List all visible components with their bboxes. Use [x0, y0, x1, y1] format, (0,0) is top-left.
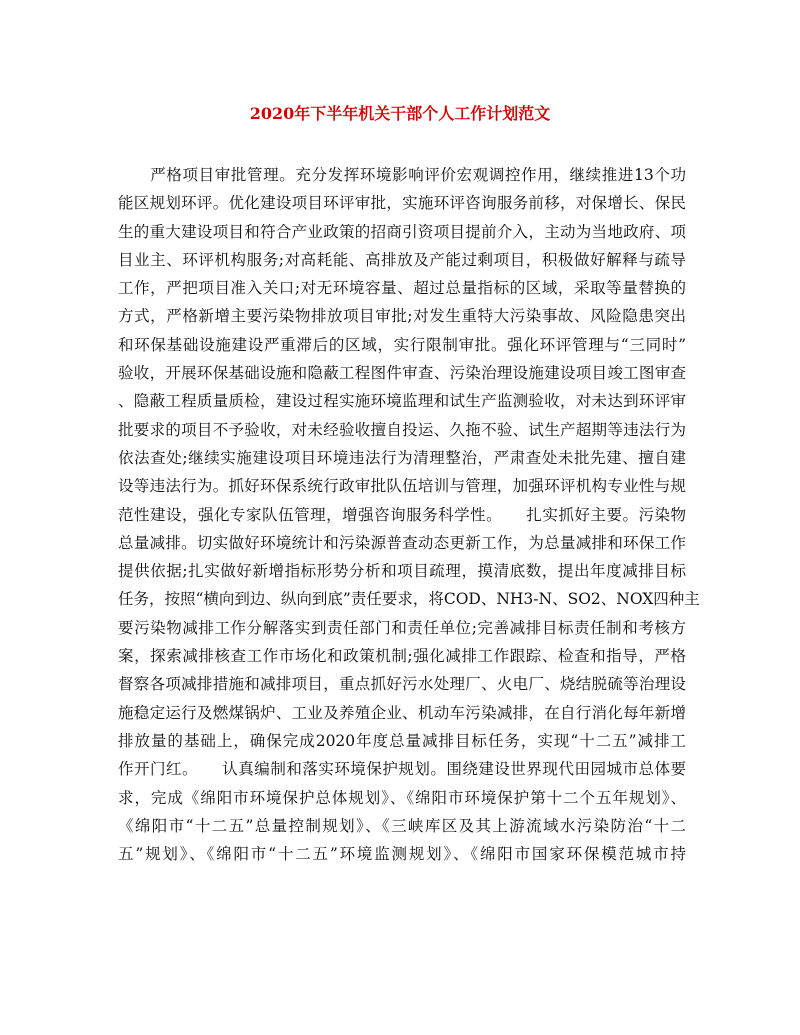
document-body [118, 161, 700, 868]
body-line: 目业主、环评机构服务;对高耗能、高排放及产能过剩项目，积极做好解释与疏导 [118, 250, 686, 269]
body-line: 批要求的项目不予验收，对未经验收擅自投运、久拖不验、试生产超期等违法行为 [118, 420, 686, 439]
body-line: 范性建设，强化专家队伍管理，增强咨询服务科学性。 扎实抓好主要。污染物 [118, 505, 686, 524]
body-line: 方式，严格新增主要污染物排放项目审批;对发生重特大污染事故、风险隐患突出 [118, 307, 686, 326]
body-line: 总量减排。切实做好环境统计和污染源普查动态更新工作，为总量减排和环保工作 [118, 533, 686, 552]
body-line: 提供依据;扎实做好新增指标形势分析和项目疏理，摸清底数，提出年度减排目标 [118, 562, 686, 581]
body-line: 《绵阳市“十二五”总量控制规划》、《三峡库区及其上游流域水污染防治“十二 [118, 816, 686, 835]
body-line: 督察各项减排措施和减排项目，重点抓好污水处理厂、火电厂、烧结脱硫等治理设 [118, 675, 686, 694]
body-line: 任务，按照“横向到边、纵向到底”责任要求，将COD、NH3-N、SO2、NOX四种主 [118, 590, 700, 609]
body-line: 能区规划环评。优化建设项目环评审批，实施环评咨询服务前移，对保增长、保民 [118, 194, 686, 213]
body-line: 施稳定运行及燃煤锅炉、工业及养殖企业、机动车污染减排，在自行消化每年新增 [118, 703, 686, 722]
body-line: 五”规划》、《绵阳市“十二五”环境监测规划》、《绵阳市国家环保模范城市持 [118, 845, 686, 864]
body-line: 严格项目审批管理。充分发挥环境影响评价宏观调控作用，继续推进13个功 [118, 166, 686, 184]
body-line: 验收，开展环保基础设施和隐蔽工程图件审查、污染治理设施建设项目竣工图审查 [118, 364, 686, 383]
body-line: 工作，严把项目准入关口;对无环境容量、超过总量指标的区域，采取等量替换的 [118, 279, 686, 298]
body-line: 求，完成《绵阳市环境保护总体规划》、《绵阳市环境保护第十二个五年规划》、 [118, 788, 686, 807]
body-line: 生的重大建设项目和符合产业政策的招商引资项目提前介入，主动为当地政府、项 [118, 222, 686, 241]
body-line: 依法查处;继续实施建设项目环境违法行为清理整治，严肃查处未批先建、擅自建 [118, 448, 686, 467]
body-line: 、隐蔽工程质量质检，建设过程实施环境监理和试生产监测验收，对未达到环评审 [118, 392, 686, 411]
document-title: 2020年下半年机关干部个人工作计划范文 [249, 104, 551, 123]
body-line: 要污染物减排工作分解落实到责任部门和责任单位;完善减排目标责任制和考核方 [118, 618, 686, 637]
body-line: 排放量的基础上，确保完成2020年度总量减排目标任务，实现“十二五”减排工 [118, 731, 686, 750]
body-line: 案，探索减排核查工作市场化和政策机制;强化减排工作跟踪、检查和指导，严格 [118, 647, 686, 666]
body-line: 和环保基础设施建设严重滞后的区域，实行限制审批。强化环评管理与“三同时” [118, 335, 686, 354]
body-line: 设等违法行为。抓好环保系统行政审批队伍培训与管理，加强环评机构专业性与规 [118, 477, 686, 496]
body-line: 作开门红。 认真编制和落实环境保护规划。围绕建设世界现代田园城市总体要 [118, 760, 686, 779]
